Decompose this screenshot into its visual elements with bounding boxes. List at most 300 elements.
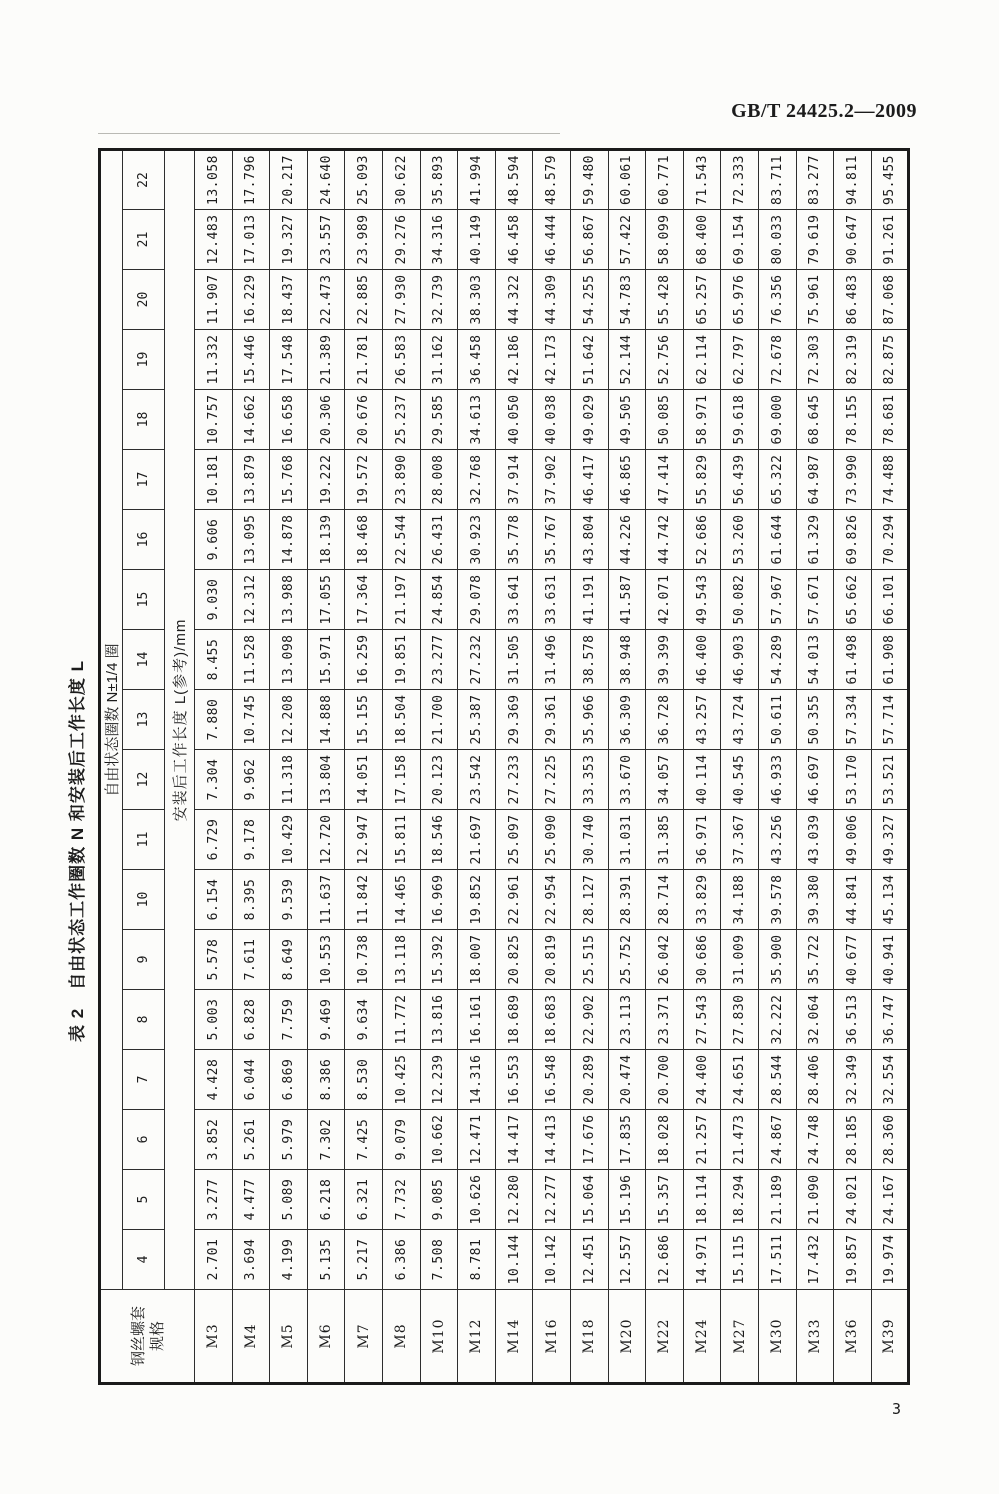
corner-header-line2: 规格 bbox=[148, 1321, 166, 1352]
value-cell: 21.189 bbox=[758, 1170, 796, 1230]
value-cell: 12.312 bbox=[232, 570, 270, 630]
value-cell: 49.327 bbox=[871, 810, 909, 870]
value-cell: 15.155 bbox=[345, 690, 383, 750]
value-cell: 59.618 bbox=[721, 390, 759, 450]
value-cell: 15.115 bbox=[721, 1230, 759, 1290]
value-cell: 35.778 bbox=[495, 510, 533, 570]
value-cell: 12.947 bbox=[345, 810, 383, 870]
value-cell: 10.425 bbox=[382, 1050, 420, 1110]
value-cell: 17.013 bbox=[232, 210, 270, 270]
value-cell: 12.208 bbox=[270, 690, 308, 750]
value-cell: 21.781 bbox=[345, 330, 383, 390]
value-cell: 33.670 bbox=[608, 750, 646, 810]
spec-label: M6 bbox=[307, 1290, 345, 1384]
value-cell: 57.671 bbox=[796, 570, 834, 630]
value-cell: 16.658 bbox=[270, 390, 308, 450]
value-cell: 22.473 bbox=[307, 270, 345, 330]
value-cell: 41.994 bbox=[458, 150, 496, 210]
spec-label: M3 bbox=[195, 1290, 233, 1384]
corner-header-line1: 钢丝螺套 bbox=[129, 1306, 147, 1367]
value-cell: 18.546 bbox=[420, 810, 458, 870]
table-row bbox=[608, 150, 646, 1384]
value-cell: 42.186 bbox=[495, 330, 533, 390]
value-cell: 25.093 bbox=[345, 150, 383, 210]
value-cell: 46.417 bbox=[570, 450, 608, 510]
value-cell: 43.804 bbox=[570, 510, 608, 570]
value-cell: 61.498 bbox=[834, 630, 872, 690]
value-cell: 24.640 bbox=[307, 150, 345, 210]
value-cell: 35.893 bbox=[420, 150, 458, 210]
value-cell: 35.966 bbox=[570, 690, 608, 750]
value-cell: 31.031 bbox=[608, 810, 646, 870]
value-cell: 15.446 bbox=[232, 330, 270, 390]
value-cell: 12.471 bbox=[458, 1110, 496, 1170]
value-cell: 39.380 bbox=[796, 870, 834, 930]
value-cell: 18.683 bbox=[533, 990, 571, 1050]
value-cell: 37.914 bbox=[495, 450, 533, 510]
value-cell: 7.304 bbox=[195, 750, 233, 810]
value-cell: 40.677 bbox=[834, 930, 872, 990]
value-cell: 11.907 bbox=[195, 270, 233, 330]
table-row bbox=[570, 150, 608, 1384]
value-cell: 6.321 bbox=[345, 1170, 383, 1230]
value-cell: 34.057 bbox=[646, 750, 684, 810]
value-cell: 25.090 bbox=[533, 810, 571, 870]
value-cell: 33.641 bbox=[495, 570, 533, 630]
value-cell: 19.851 bbox=[382, 630, 420, 690]
value-cell: 5.979 bbox=[270, 1110, 308, 1170]
value-cell: 22.954 bbox=[533, 870, 571, 930]
value-cell: 24.748 bbox=[796, 1110, 834, 1170]
value-cell: 23.113 bbox=[608, 990, 646, 1050]
value-cell: 44.841 bbox=[834, 870, 872, 930]
coil-count-header: 11 bbox=[123, 810, 165, 870]
value-cell: 34.316 bbox=[420, 210, 458, 270]
value-cell: 27.930 bbox=[382, 270, 420, 330]
value-cell: 41.191 bbox=[570, 570, 608, 630]
value-cell: 50.082 bbox=[721, 570, 759, 630]
value-cell: 18.689 bbox=[495, 990, 533, 1050]
coil-count-header: 20 bbox=[123, 270, 165, 330]
value-cell: 36.747 bbox=[871, 990, 909, 1050]
value-cell: 17.055 bbox=[307, 570, 345, 630]
value-cell: 13.118 bbox=[382, 930, 420, 990]
value-cell: 15.357 bbox=[646, 1170, 684, 1230]
value-cell: 28.544 bbox=[758, 1050, 796, 1110]
value-cell: 40.149 bbox=[458, 210, 496, 270]
value-cell: 27.233 bbox=[495, 750, 533, 810]
value-cell: 48.594 bbox=[495, 150, 533, 210]
spec-label: M18 bbox=[570, 1290, 608, 1384]
value-cell: 69.000 bbox=[758, 390, 796, 450]
spec-label: M8 bbox=[382, 1290, 420, 1384]
value-cell: 12.280 bbox=[495, 1170, 533, 1230]
value-cell: 15.064 bbox=[570, 1170, 608, 1230]
value-cell: 57.967 bbox=[758, 570, 796, 630]
value-cell: 9.079 bbox=[382, 1110, 420, 1170]
value-cell: 7.425 bbox=[345, 1110, 383, 1170]
value-cell: 43.257 bbox=[683, 690, 721, 750]
value-cell: 49.505 bbox=[608, 390, 646, 450]
value-cell: 8.395 bbox=[232, 870, 270, 930]
value-cell: 5.578 bbox=[195, 930, 233, 990]
value-cell: 46.444 bbox=[533, 210, 571, 270]
value-cell: 56.867 bbox=[570, 210, 608, 270]
value-cell: 6.729 bbox=[195, 810, 233, 870]
coil-count-header: 13 bbox=[123, 690, 165, 750]
sub-header: 安装后工作长度 L(参考)/mm bbox=[165, 150, 195, 1290]
spec-label: M7 bbox=[345, 1290, 383, 1384]
value-cell: 48.579 bbox=[533, 150, 571, 210]
value-cell: 21.257 bbox=[683, 1110, 721, 1170]
spec-label: M22 bbox=[646, 1290, 684, 1384]
table-row bbox=[834, 150, 872, 1384]
spec-label: M5 bbox=[270, 1290, 308, 1384]
coil-count-header-row bbox=[123, 150, 165, 1384]
value-cell: 15.196 bbox=[608, 1170, 646, 1230]
value-cell: 60.061 bbox=[608, 150, 646, 210]
value-cell: 10.738 bbox=[345, 930, 383, 990]
value-cell: 80.033 bbox=[758, 210, 796, 270]
value-cell: 57.334 bbox=[834, 690, 872, 750]
table-row bbox=[646, 150, 684, 1384]
value-cell: 24.651 bbox=[721, 1050, 759, 1110]
value-cell: 52.144 bbox=[608, 330, 646, 390]
value-cell: 10.429 bbox=[270, 810, 308, 870]
value-cell: 41.587 bbox=[608, 570, 646, 630]
value-cell: 16.161 bbox=[458, 990, 496, 1050]
value-cell: 28.391 bbox=[608, 870, 646, 930]
value-cell: 39.399 bbox=[646, 630, 684, 690]
value-cell: 91.261 bbox=[871, 210, 909, 270]
table-row bbox=[420, 150, 458, 1384]
value-cell: 36.309 bbox=[608, 690, 646, 750]
value-cell: 25.752 bbox=[608, 930, 646, 990]
value-cell: 18.007 bbox=[458, 930, 496, 990]
spec-label: M39 bbox=[871, 1290, 909, 1384]
value-cell: 19.974 bbox=[871, 1230, 909, 1290]
value-cell: 6.828 bbox=[232, 990, 270, 1050]
value-cell: 5.217 bbox=[345, 1230, 383, 1290]
value-cell: 22.961 bbox=[495, 870, 533, 930]
value-cell: 8.781 bbox=[458, 1230, 496, 1290]
value-cell: 9.539 bbox=[270, 870, 308, 930]
value-cell: 38.303 bbox=[458, 270, 496, 330]
value-cell: 11.332 bbox=[195, 330, 233, 390]
value-cell: 18.114 bbox=[683, 1170, 721, 1230]
value-cell: 12.686 bbox=[646, 1230, 684, 1290]
value-cell: 13.816 bbox=[420, 990, 458, 1050]
value-cell: 17.158 bbox=[382, 750, 420, 810]
value-cell: 26.583 bbox=[382, 330, 420, 390]
value-cell: 69.826 bbox=[834, 510, 872, 570]
value-cell: 73.990 bbox=[834, 450, 872, 510]
value-cell: 79.619 bbox=[796, 210, 834, 270]
value-cell: 3.852 bbox=[195, 1110, 233, 1170]
value-cell: 46.458 bbox=[495, 210, 533, 270]
value-cell: 25.097 bbox=[495, 810, 533, 870]
value-cell: 62.114 bbox=[683, 330, 721, 390]
value-cell: 29.369 bbox=[495, 690, 533, 750]
value-cell: 2.701 bbox=[195, 1230, 233, 1290]
value-cell: 16.969 bbox=[420, 870, 458, 930]
value-cell: 31.505 bbox=[495, 630, 533, 690]
value-cell: 31.385 bbox=[646, 810, 684, 870]
value-cell: 76.356 bbox=[758, 270, 796, 330]
value-cell: 47.414 bbox=[646, 450, 684, 510]
value-cell: 21.389 bbox=[307, 330, 345, 390]
value-cell: 40.941 bbox=[871, 930, 909, 990]
value-cell: 5.089 bbox=[270, 1170, 308, 1230]
value-cell: 14.662 bbox=[232, 390, 270, 450]
value-cell: 30.740 bbox=[570, 810, 608, 870]
value-cell: 62.797 bbox=[721, 330, 759, 390]
value-cell: 20.825 bbox=[495, 930, 533, 990]
value-cell: 46.865 bbox=[608, 450, 646, 510]
value-cell: 95.455 bbox=[871, 150, 909, 210]
value-cell: 11.318 bbox=[270, 750, 308, 810]
value-cell: 38.948 bbox=[608, 630, 646, 690]
value-cell: 23.890 bbox=[382, 450, 420, 510]
value-cell: 14.051 bbox=[345, 750, 383, 810]
value-cell: 21.697 bbox=[458, 810, 496, 870]
value-cell: 54.013 bbox=[796, 630, 834, 690]
value-cell: 46.933 bbox=[758, 750, 796, 810]
value-cell: 35.767 bbox=[533, 510, 571, 570]
value-cell: 10.142 bbox=[533, 1230, 571, 1290]
value-cell: 50.085 bbox=[646, 390, 684, 450]
value-cell: 52.686 bbox=[683, 510, 721, 570]
value-cell: 12.483 bbox=[195, 210, 233, 270]
value-cell: 5.003 bbox=[195, 990, 233, 1050]
value-cell: 4.199 bbox=[270, 1230, 308, 1290]
value-cell: 24.867 bbox=[758, 1110, 796, 1170]
value-cell: 61.908 bbox=[871, 630, 909, 690]
value-cell: 51.642 bbox=[570, 330, 608, 390]
value-cell: 69.154 bbox=[721, 210, 759, 270]
value-cell: 30.923 bbox=[458, 510, 496, 570]
value-cell: 64.987 bbox=[796, 450, 834, 510]
value-cell: 16.548 bbox=[533, 1050, 571, 1110]
value-cell: 14.878 bbox=[270, 510, 308, 570]
value-cell: 11.842 bbox=[345, 870, 383, 930]
value-cell: 28.714 bbox=[646, 870, 684, 930]
value-cell: 31.496 bbox=[533, 630, 571, 690]
value-cell: 24.021 bbox=[834, 1170, 872, 1230]
value-cell: 32.222 bbox=[758, 990, 796, 1050]
value-cell: 12.277 bbox=[533, 1170, 571, 1230]
value-cell: 18.468 bbox=[345, 510, 383, 570]
table-caption: 表 2 自由状态工作圈数 N 和安装后工作长度 L bbox=[68, 659, 87, 1042]
value-cell: 18.504 bbox=[382, 690, 420, 750]
value-cell: 74.488 bbox=[871, 450, 909, 510]
value-cell: 59.480 bbox=[570, 150, 608, 210]
value-cell: 15.971 bbox=[307, 630, 345, 690]
value-cell: 34.613 bbox=[458, 390, 496, 450]
table-row bbox=[683, 150, 721, 1384]
value-cell: 55.428 bbox=[646, 270, 684, 330]
value-cell: 21.473 bbox=[721, 1110, 759, 1170]
value-cell: 18.139 bbox=[307, 510, 345, 570]
value-cell: 52.756 bbox=[646, 330, 684, 390]
table-row bbox=[382, 150, 420, 1384]
value-cell: 6.218 bbox=[307, 1170, 345, 1230]
value-cell: 57.422 bbox=[608, 210, 646, 270]
value-cell: 23.989 bbox=[345, 210, 383, 270]
value-cell: 28.008 bbox=[420, 450, 458, 510]
value-cell: 25.237 bbox=[382, 390, 420, 450]
table-body bbox=[195, 150, 909, 1384]
value-cell: 24.167 bbox=[871, 1170, 909, 1230]
value-cell: 14.417 bbox=[495, 1110, 533, 1170]
value-cell: 43.724 bbox=[721, 690, 759, 750]
value-cell: 13.879 bbox=[232, 450, 270, 510]
value-cell: 72.678 bbox=[758, 330, 796, 390]
value-cell: 18.437 bbox=[270, 270, 308, 330]
value-cell: 65.976 bbox=[721, 270, 759, 330]
value-cell: 10.626 bbox=[458, 1170, 496, 1230]
value-cell: 23.371 bbox=[646, 990, 684, 1050]
value-cell: 39.578 bbox=[758, 870, 796, 930]
value-cell: 82.319 bbox=[834, 330, 872, 390]
value-cell: 7.880 bbox=[195, 690, 233, 750]
spec-label: M30 bbox=[758, 1290, 796, 1384]
value-cell: 35.900 bbox=[758, 930, 796, 990]
coil-count-header: 14 bbox=[123, 630, 165, 690]
value-cell: 21.197 bbox=[382, 570, 420, 630]
value-cell: 49.006 bbox=[834, 810, 872, 870]
coil-count-header: 22 bbox=[123, 150, 165, 210]
value-cell: 23.542 bbox=[458, 750, 496, 810]
value-cell: 18.028 bbox=[646, 1110, 684, 1170]
value-cell: 22.544 bbox=[382, 510, 420, 570]
value-cell: 78.155 bbox=[834, 390, 872, 450]
value-cell: 26.042 bbox=[646, 930, 684, 990]
table-row bbox=[307, 150, 345, 1384]
value-cell: 28.185 bbox=[834, 1110, 872, 1170]
value-cell: 11.528 bbox=[232, 630, 270, 690]
value-cell: 58.099 bbox=[646, 210, 684, 270]
value-cell: 7.302 bbox=[307, 1110, 345, 1170]
value-cell: 21.090 bbox=[796, 1170, 834, 1230]
value-cell: 9.085 bbox=[420, 1170, 458, 1230]
value-cell: 61.644 bbox=[758, 510, 796, 570]
document-number: GB/T 24425.2—2009 bbox=[731, 100, 917, 122]
value-cell: 40.038 bbox=[533, 390, 571, 450]
value-cell: 30.622 bbox=[382, 150, 420, 210]
spec-label: M33 bbox=[796, 1290, 834, 1384]
value-cell: 40.050 bbox=[495, 390, 533, 450]
value-cell: 16.229 bbox=[232, 270, 270, 330]
coil-count-header: 10 bbox=[123, 870, 165, 930]
value-cell: 46.903 bbox=[721, 630, 759, 690]
col-group-header: 自由状态圈数 N±1/4 圈 bbox=[100, 150, 123, 1290]
value-cell: 20.474 bbox=[608, 1050, 646, 1110]
value-cell: 53.260 bbox=[721, 510, 759, 570]
value-cell: 9.178 bbox=[232, 810, 270, 870]
table-row bbox=[721, 150, 759, 1384]
value-cell: 8.386 bbox=[307, 1050, 345, 1110]
value-cell: 32.739 bbox=[420, 270, 458, 330]
value-cell: 57.714 bbox=[871, 690, 909, 750]
value-cell: 32.768 bbox=[458, 450, 496, 510]
value-cell: 13.095 bbox=[232, 510, 270, 570]
value-cell: 87.068 bbox=[871, 270, 909, 330]
value-cell: 75.961 bbox=[796, 270, 834, 330]
value-cell: 40.114 bbox=[683, 750, 721, 810]
value-cell: 13.988 bbox=[270, 570, 308, 630]
value-cell: 55.829 bbox=[683, 450, 721, 510]
corner-header bbox=[100, 1290, 195, 1384]
value-cell: 6.386 bbox=[382, 1230, 420, 1290]
coil-count-header: 17 bbox=[123, 450, 165, 510]
value-cell: 27.225 bbox=[533, 750, 571, 810]
value-cell: 28.360 bbox=[871, 1110, 909, 1170]
value-cell: 29.585 bbox=[420, 390, 458, 450]
value-cell: 19.857 bbox=[834, 1230, 872, 1290]
value-cell: 30.686 bbox=[683, 930, 721, 990]
value-cell: 19.852 bbox=[458, 870, 496, 930]
spec-label: M16 bbox=[533, 1290, 571, 1384]
value-cell: 66.101 bbox=[871, 570, 909, 630]
value-cell: 4.477 bbox=[232, 1170, 270, 1230]
value-cell: 11.637 bbox=[307, 870, 345, 930]
value-cell: 17.511 bbox=[758, 1230, 796, 1290]
value-cell: 53.521 bbox=[871, 750, 909, 810]
value-cell: 54.289 bbox=[758, 630, 796, 690]
value-cell: 44.322 bbox=[495, 270, 533, 330]
value-cell: 54.783 bbox=[608, 270, 646, 330]
value-cell: 49.029 bbox=[570, 390, 608, 450]
table-row bbox=[232, 150, 270, 1384]
value-cell: 36.971 bbox=[683, 810, 721, 870]
value-cell: 13.058 bbox=[195, 150, 233, 210]
value-cell: 29.361 bbox=[533, 690, 571, 750]
spec-label: M14 bbox=[495, 1290, 533, 1384]
value-cell: 34.188 bbox=[721, 870, 759, 930]
value-cell: 7.732 bbox=[382, 1170, 420, 1230]
value-cell: 44.309 bbox=[533, 270, 571, 330]
value-cell: 22.902 bbox=[570, 990, 608, 1050]
value-cell: 32.064 bbox=[796, 990, 834, 1050]
table-row bbox=[345, 150, 383, 1384]
table-row bbox=[195, 150, 233, 1384]
value-cell: 5.261 bbox=[232, 1110, 270, 1170]
scan-artifact-line bbox=[98, 133, 560, 134]
value-cell: 7.759 bbox=[270, 990, 308, 1050]
value-cell: 50.355 bbox=[796, 690, 834, 750]
spec-label: M20 bbox=[608, 1290, 646, 1384]
value-cell: 12.557 bbox=[608, 1230, 646, 1290]
value-cell: 44.226 bbox=[608, 510, 646, 570]
value-cell: 38.578 bbox=[570, 630, 608, 690]
value-cell: 23.277 bbox=[420, 630, 458, 690]
value-cell: 72.303 bbox=[796, 330, 834, 390]
value-cell: 4.428 bbox=[195, 1050, 233, 1110]
coil-count-header: 16 bbox=[123, 510, 165, 570]
value-cell: 14.316 bbox=[458, 1050, 496, 1110]
value-cell: 24.400 bbox=[683, 1050, 721, 1110]
value-cell: 13.804 bbox=[307, 750, 345, 810]
value-cell: 25.387 bbox=[458, 690, 496, 750]
value-cell: 60.771 bbox=[646, 150, 684, 210]
value-cell: 27.543 bbox=[683, 990, 721, 1050]
value-cell: 6.869 bbox=[270, 1050, 308, 1110]
table-row bbox=[796, 150, 834, 1384]
coil-count-header: 12 bbox=[123, 750, 165, 810]
coil-count-header: 7 bbox=[123, 1050, 165, 1110]
value-cell: 72.333 bbox=[721, 150, 759, 210]
